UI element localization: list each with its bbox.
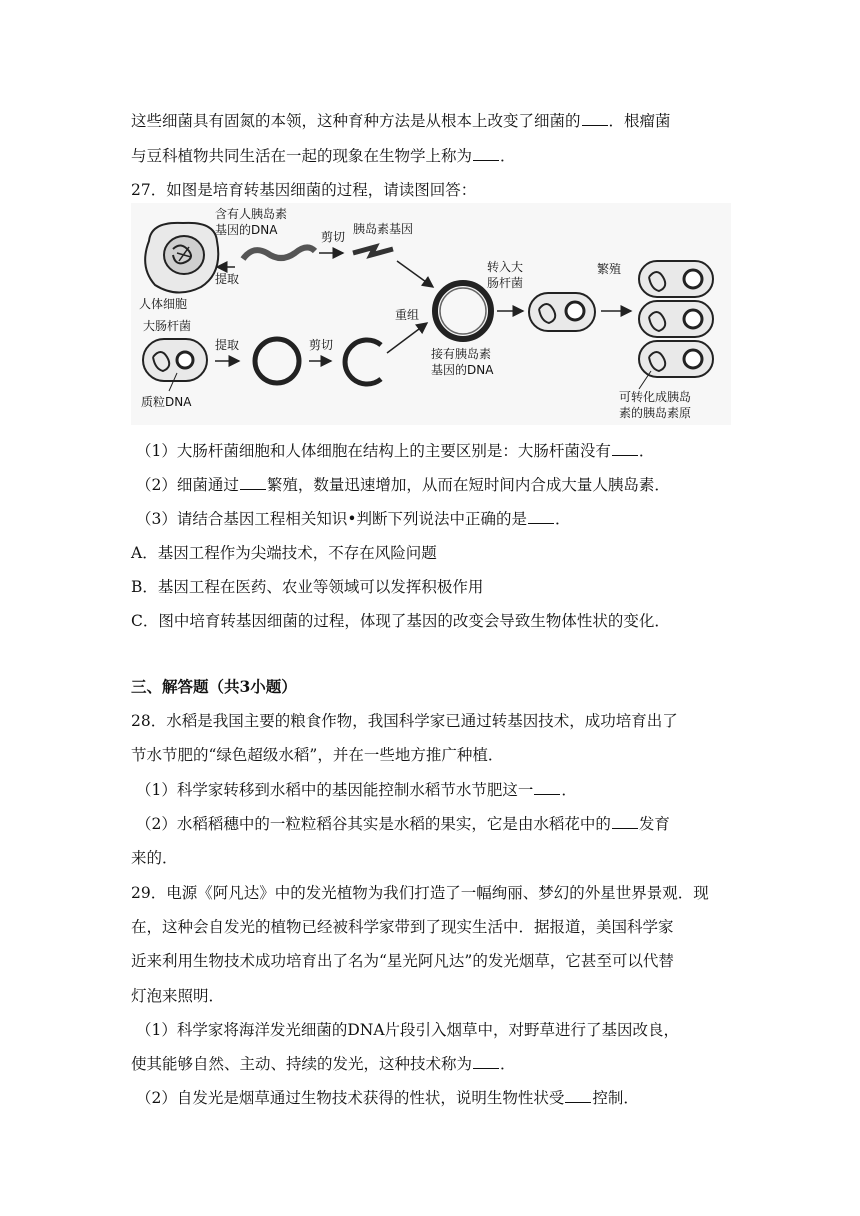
q29-stem-2: 在，这种会自发光的植物已经被科学家带到了现实生活中．据报道，美国科学家 bbox=[131, 918, 674, 936]
q29-stem-1: 29．电源《阿凡达》中的发光植物为我们打造了一幅绚丽、梦幻的外星世界景观．现 bbox=[131, 884, 709, 902]
q29-part-1-cont bbox=[131, 1053, 516, 1075]
q28-text: （2）水稻稻穗中的一粒粒稻谷其实是水稻的果实，它是由水稻花中的 bbox=[136, 815, 611, 833]
q26-line-1 bbox=[131, 110, 671, 132]
q28-part-2 bbox=[136, 813, 670, 835]
answer-blank[interactable] bbox=[534, 780, 560, 795]
q27-stem: 27．如图是培育转基因细菌的过程，请读图回答： bbox=[131, 181, 477, 199]
answer-blank[interactable] bbox=[473, 1054, 499, 1069]
q27-option-c: C．图中培育转基因细菌的过程，体现了基因的改变会导致生物体性状的变化． bbox=[131, 612, 670, 630]
q28-text: （1）科学家转移到水稻中的基因能控制水稻节水节肥这一 bbox=[136, 781, 534, 799]
q29-text: 控制． bbox=[592, 1089, 639, 1107]
transfer-label-2: 肠杆菌 bbox=[487, 276, 524, 290]
q28-text: 发育 bbox=[638, 815, 670, 833]
reproduce-label: 繁殖 bbox=[597, 262, 622, 276]
q27-text: ． bbox=[638, 442, 655, 460]
q26-text: ． bbox=[500, 147, 516, 165]
result-label-1: 可转化成胰岛 bbox=[619, 390, 692, 404]
q26-text: ．根瘤菌 bbox=[608, 112, 671, 130]
q27-text: 繁殖，数量迅速增加，从而在短时间内合成大量人胰岛素． bbox=[266, 476, 670, 494]
recombinant-label-1: 接有胰岛素 bbox=[431, 347, 492, 361]
human-cell-label: 人体细胞 bbox=[139, 297, 188, 311]
q27-option-a: A．基因工程作为尖端技术，不存在风险问题 bbox=[131, 544, 437, 562]
q29-text: ． bbox=[500, 1055, 516, 1073]
answer-blank[interactable] bbox=[473, 146, 499, 161]
q28-part-2-cont: 来的． bbox=[131, 849, 178, 867]
q27-text: （2）细菌通过 bbox=[136, 476, 239, 494]
q26-text: 与豆科植物共同生活在一起的现象在生物学上称为 bbox=[131, 147, 473, 165]
q27-option-b: B．基因工程在医药、农业等领域可以发挥积极作用 bbox=[131, 578, 484, 596]
q27-text: （1）大肠杆菌细胞和人体细胞在结构上的主要区别是：大肠杆菌没有 bbox=[136, 442, 611, 460]
q27-part-1 bbox=[136, 440, 654, 462]
cut-label-2: 剪切 bbox=[309, 338, 334, 352]
cut-label-1: 剪切 bbox=[321, 230, 346, 244]
q28-part-1 bbox=[136, 779, 577, 801]
transgenic-bacteria-diagram bbox=[131, 203, 731, 425]
extract-label-1: 提取 bbox=[215, 272, 240, 286]
answer-blank[interactable] bbox=[528, 509, 554, 524]
extract-label-2: 提取 bbox=[215, 338, 240, 352]
plasmid-label: 质粒DNA bbox=[141, 395, 192, 409]
human-cell-icon bbox=[145, 223, 218, 293]
ecoli-icon bbox=[143, 339, 207, 381]
q27-text: （3）请结合基因工程相关知识•判断下列说法中正确的是 bbox=[136, 510, 528, 528]
q27-text: ． bbox=[555, 510, 571, 528]
q29-stem-3: 近来利用生物技术成功培育出了名为“星光阿凡达”的发光烟草，它甚至可以代替 bbox=[131, 952, 674, 970]
answer-blank[interactable] bbox=[612, 814, 638, 829]
answer-blank[interactable] bbox=[240, 475, 266, 490]
answer-blank[interactable] bbox=[582, 111, 608, 126]
q29-part-1: （1）科学家将海洋发光细菌的DNA片段引入烟草中，对野草进行了基因改良， bbox=[136, 1021, 680, 1039]
insulin-gene-label: 胰岛素基因 bbox=[353, 222, 414, 236]
recombinant-label-2: 基因的DNA bbox=[431, 363, 494, 377]
q29-part-2 bbox=[136, 1087, 639, 1109]
answer-blank[interactable] bbox=[612, 441, 638, 456]
answer-blank[interactable] bbox=[565, 1088, 591, 1103]
q29-text: 使其能够自然、主动、持续的发光，这种技术称为 bbox=[131, 1055, 473, 1073]
ecoli-label: 大肠杆菌 bbox=[143, 319, 192, 333]
transfer-label-1: 转入大 bbox=[487, 260, 524, 274]
section-3-title: 三、解答题（共3小题） bbox=[131, 677, 297, 696]
transgenic-bacterium-icon bbox=[529, 293, 595, 331]
dna-label-2: 基因的DNA bbox=[215, 223, 278, 237]
q28-text: ． bbox=[561, 781, 577, 799]
q27-part-2 bbox=[136, 474, 670, 496]
dna-label-1: 含有人胰岛素 bbox=[215, 207, 288, 221]
recombine-label: 重组 bbox=[395, 308, 420, 322]
q26-text: 这些细菌具有固氮的本领，这种育种方法是从根本上改变了细菌的 bbox=[131, 112, 581, 130]
q29-stem-4: 灯泡来照明． bbox=[131, 987, 225, 1005]
q26-line-2 bbox=[131, 145, 516, 167]
bacteria-colony-icon bbox=[639, 261, 713, 377]
result-label-2: 素的胰岛素原 bbox=[619, 406, 692, 420]
q29-text: （2）自发光是烟草通过生物技术获得的性状，说明生物性状受 bbox=[136, 1089, 565, 1107]
q27-part-3 bbox=[136, 508, 571, 530]
q28-stem-1: 28．水稻是我国主要的粮食作物，我国科学家已通过转基因技术，成功培育出了 bbox=[131, 712, 678, 730]
q28-stem-2: 节水节肥的“绿色超级水稻”，并在一些地方推广种植． bbox=[131, 746, 504, 764]
